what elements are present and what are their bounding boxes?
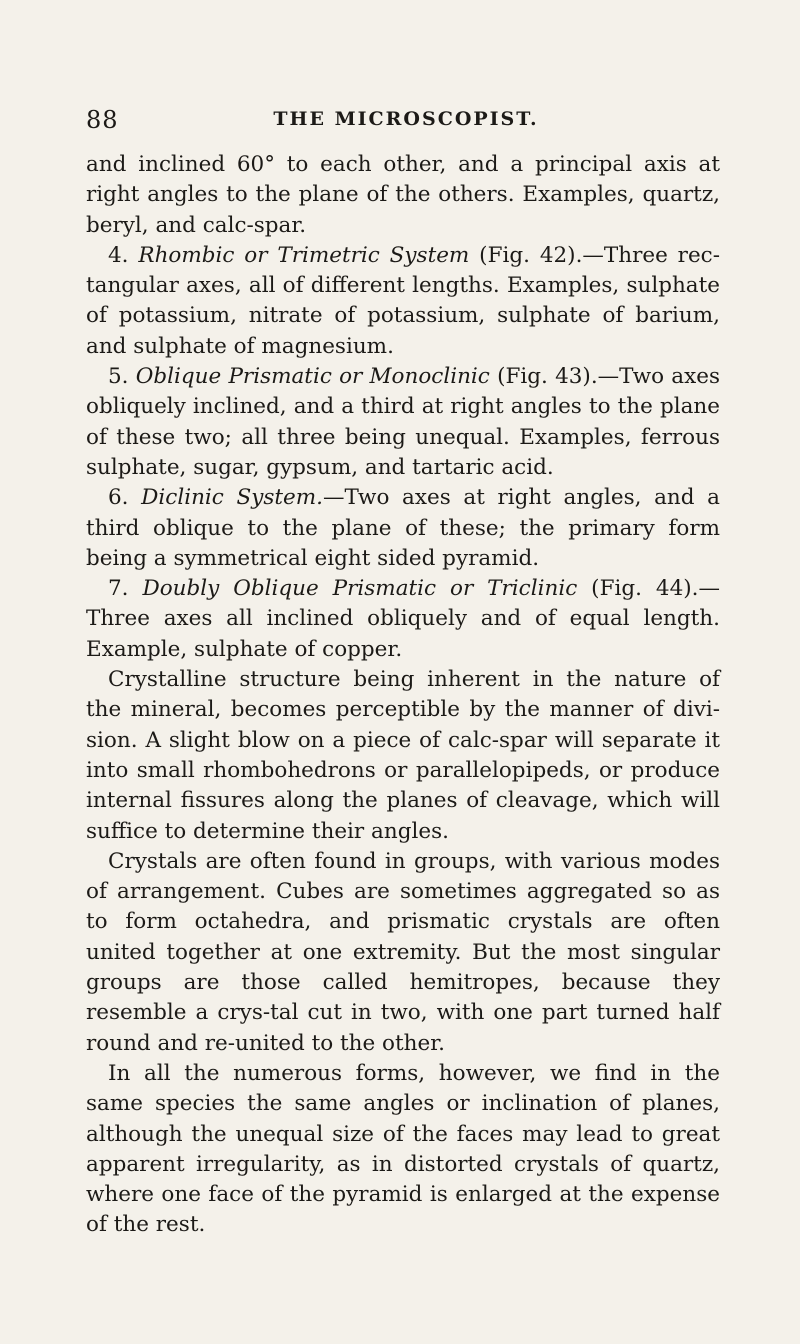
system-name: Rhombic or Trimetric System	[138, 242, 470, 268]
paragraph-triclinic-system	[86, 574, 720, 665]
paragraph-numerous-forms: In all the numerous forms, however, we find in the same species the same angles or inclination of planes, although the unequal size of the faces may lead to great apparent irregularity, as in distorted crystals of quartz, where one face of the pyramid is enlarged at the expense of the rest.	[86, 1060, 720, 1238]
page-number: 88	[86, 106, 119, 134]
system-description: (Fig. 42).—Three rec-tangular axes, all of different lengths. Examples, sulphate of potassium, nitrate of potassium, sulphate of barium, and sulphate of magnesium.	[86, 242, 720, 359]
system-description: (Fig. 44).—Three axes all inclined obliquely and of equal length. Example, sulphate of copper.	[86, 576, 720, 662]
page-header	[86, 106, 726, 138]
paragraph-crystal-groups: Crystals are often found in groups, with various modes of arrangement. Cubes are sometimes aggregated so as to form octahedra, and prismatic crystals are often united together at one extremity. But the most singular groups are those called hemitropes, because they resemble a crys-tal cut in two, with one part turned half round and re-united to the other.	[86, 848, 720, 1056]
system-name: Oblique Prismatic or Monoclinic	[135, 364, 490, 390]
running-title: THE MICROSCOPIST.	[273, 108, 539, 130]
system-name: Doubly Oblique Prismatic or Triclinic	[142, 576, 578, 602]
item-number: 4.	[108, 242, 139, 268]
page-body	[86, 150, 720, 1241]
paragraph-continuation: and inclined 60° to each other, and a principal axis at right angles to the plane of the others. Examples, quartz, beryl, and calc-spar.	[86, 152, 720, 238]
system-name: Diclinic System.	[141, 485, 323, 511]
item-number: 5.	[108, 364, 136, 390]
system-description: (Fig. 43).—Two axes obliquely inclined, and a third at right angles to the plane of these two; all three being unequal. Examples, ferrous sulphate, sugar, gypsum, and tartaric acid.	[86, 364, 720, 480]
paragraph-monoclinic-system	[86, 362, 720, 483]
paragraph-rhombic-system	[86, 241, 720, 362]
paragraph-diclinic-system	[86, 483, 720, 574]
item-number: 7.	[108, 576, 143, 602]
paragraph-crystalline-structure: Crystalline structure being inherent in the nature of the mineral, becomes perceptible by the manner of divi-sion. A slight blow on a piece of calc-spar will separate it into small rhombohedrons or parallelopipeds, or produce internal fissures along the planes of cleavage, which will suffice to determine their angles.	[86, 667, 720, 844]
item-number: 6.	[108, 485, 142, 511]
system-description: —Two axes at right angles, and a third oblique to the plane of these; the primary form being a symmetrical eight sided pyramid.	[86, 485, 720, 571]
